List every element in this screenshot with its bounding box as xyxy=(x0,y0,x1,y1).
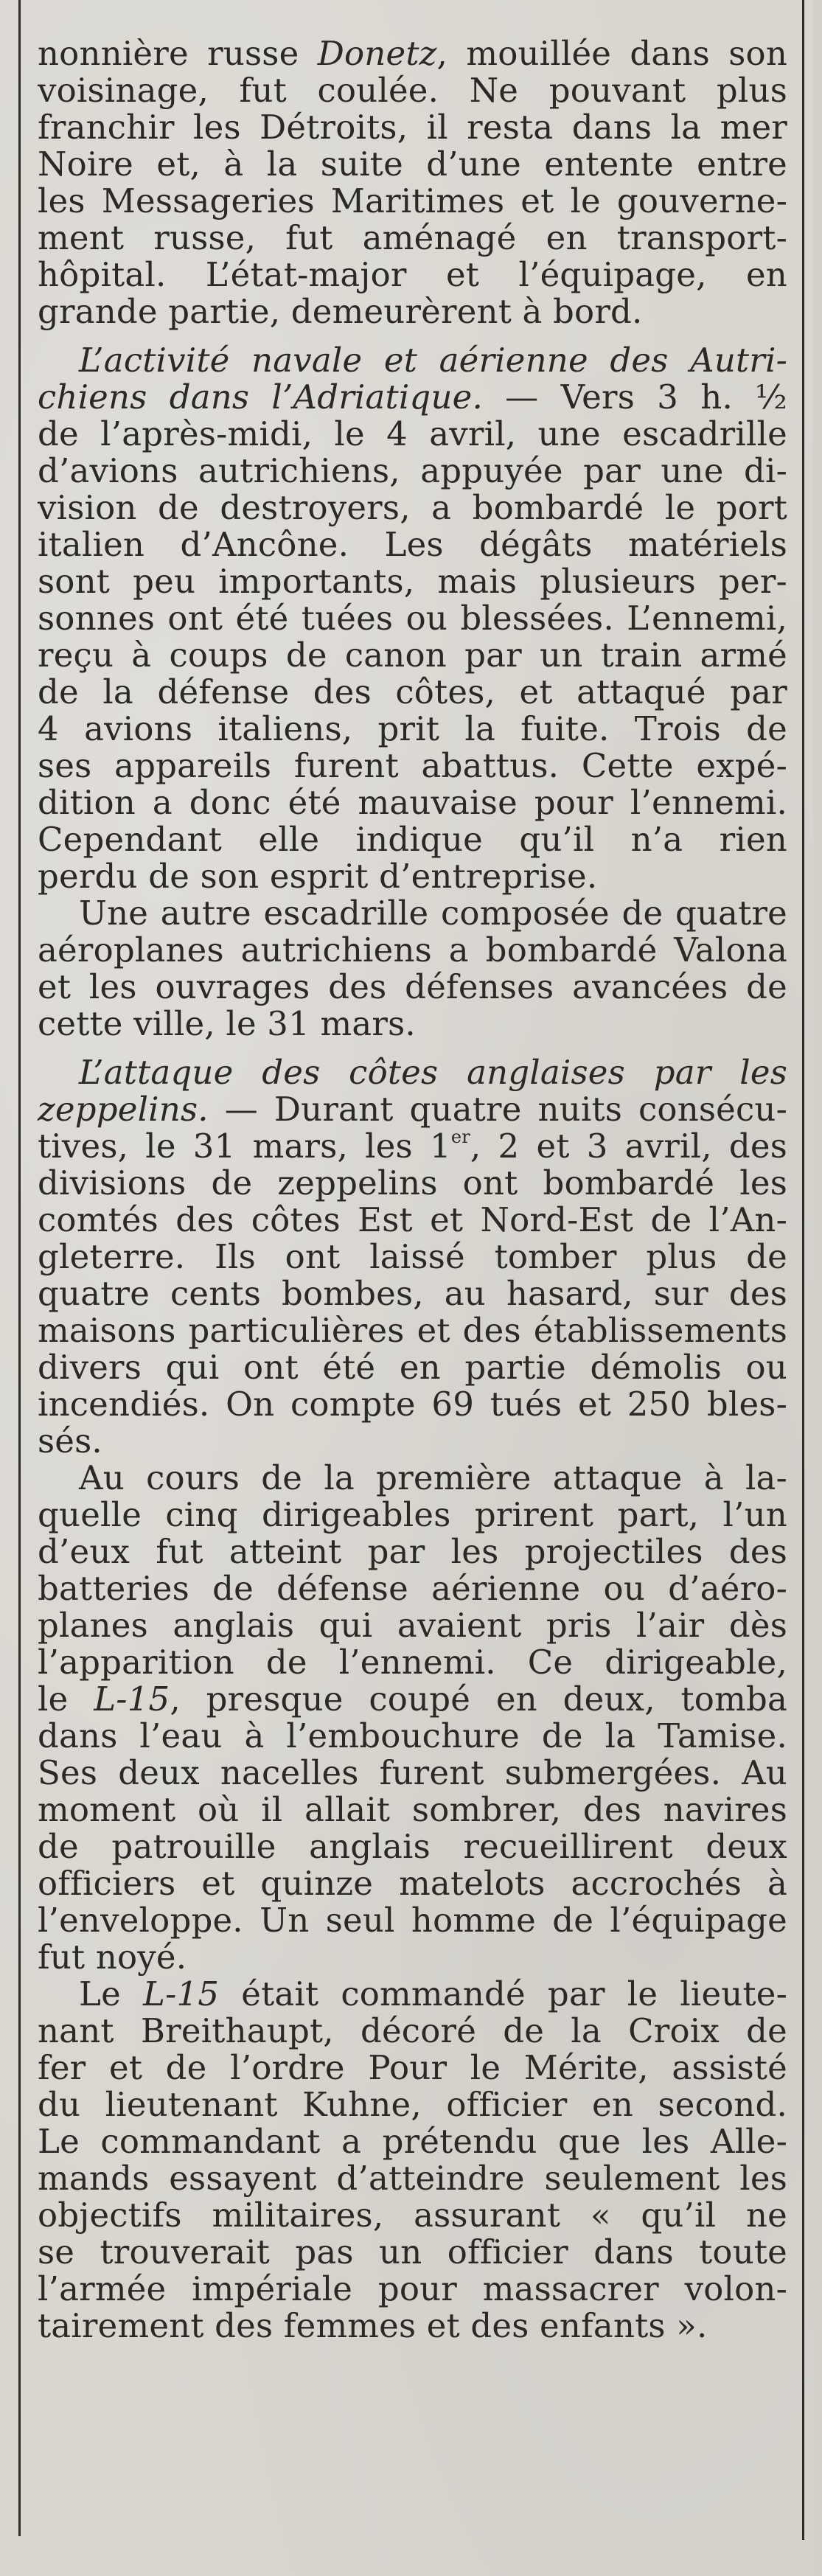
text-line xyxy=(38,1460,787,1497)
text-run: l’apparition de l’ennemi. Ce dirigeable, xyxy=(38,1643,787,1682)
text-run: voisinage, fut coulée. Ne pouvant plus xyxy=(38,71,787,110)
text-run: , mouillée dans son xyxy=(436,34,788,73)
text-run: — Vers 3 h. ½ xyxy=(482,377,787,417)
text-run: l’armée impériale pour massacrer volon- xyxy=(38,2269,787,2308)
text-line xyxy=(38,895,787,932)
text-run: , 2 et 3 avril, des xyxy=(470,1127,787,1166)
text-run: reçu à coups de canon par un train armé xyxy=(38,636,787,675)
text-line xyxy=(38,1497,787,1534)
text-run: ment russe, fut aménagé en transport- xyxy=(38,218,787,257)
text-run: incendiés. On compte 69 tués et 250 bles- xyxy=(38,1385,787,1424)
text-line xyxy=(38,1644,787,1681)
text-run: divers qui ont été en partie démolis ou xyxy=(38,1348,787,1387)
text-run: dition a donc été mauvaise pour l’ennemi. xyxy=(38,783,787,822)
italic-run: L’activité navale et aérienne des Autri- xyxy=(79,341,787,380)
column-rule-right xyxy=(802,0,804,2540)
text-line xyxy=(38,1091,787,1128)
text-run: planes anglais qui avaient pris l’air dès xyxy=(38,1606,787,1645)
text-run: maisons particulières et des établissements xyxy=(38,1311,787,1350)
text-line xyxy=(38,293,787,330)
text-run: quatre cents bombes, au hasard, sur des xyxy=(38,1274,787,1313)
text-line xyxy=(38,453,787,490)
text-run: aéroplanes autrichiens a bombardé Valona xyxy=(38,930,787,970)
page-edge xyxy=(813,0,822,2576)
text-line xyxy=(38,2086,787,2123)
text-run: de l’après-midi, le 4 avril, une escadrille xyxy=(38,414,787,453)
text-line xyxy=(38,35,787,72)
text-line xyxy=(38,1386,787,1423)
text-line xyxy=(38,1718,787,1755)
text-run: objectifs militaires, assurant « qu’il ne xyxy=(38,2196,787,2235)
text-run: Noire et, à la suite d’une entente entre xyxy=(38,145,787,184)
text-run: les Messageries Maritimes et le gouverne- xyxy=(38,181,787,220)
text-run: , presque coupé en deux, tomba xyxy=(170,1679,787,1719)
text-line xyxy=(38,784,787,821)
text-line xyxy=(38,1902,787,1939)
text-line xyxy=(38,2234,787,2271)
text-line xyxy=(38,1054,787,1091)
superscript: er xyxy=(450,1127,470,1147)
text-line xyxy=(38,1349,787,1386)
text-run: batteries de défense aérienne ou d’aéro- xyxy=(38,1569,787,1608)
text-line xyxy=(38,2197,787,2234)
text-run: Le commandant a prétendu que les Alle- xyxy=(38,2122,787,2161)
text-line xyxy=(38,1865,787,1902)
text-line xyxy=(38,1423,787,1460)
text-line xyxy=(38,72,787,109)
text-run: était commandé par le lieute- xyxy=(219,1974,787,2013)
text-run: mands essayent d’atteindre seulement les xyxy=(38,2159,787,2198)
text-line xyxy=(38,563,787,600)
article-paragraph xyxy=(38,1460,787,1976)
text-run: fer et de l’ordre Pour le Mérite, assisté xyxy=(38,2048,787,2087)
text-line xyxy=(38,600,787,637)
text-line xyxy=(38,257,787,293)
text-run: sonnes ont été tuées ou blessées. L’ennemi, xyxy=(38,599,787,638)
text-run: fut noyé. xyxy=(38,1938,187,1977)
text-run: le xyxy=(38,1679,94,1719)
text-line xyxy=(38,342,787,379)
text-run: — Durant quatre nuits consécu- xyxy=(208,1090,787,1129)
column-rule-left xyxy=(18,0,21,2536)
text-line xyxy=(38,379,787,416)
text-run: moment où il allait sombrer, des navires xyxy=(38,1790,787,1829)
text-line xyxy=(38,637,787,674)
text-run: nonnière russe xyxy=(38,34,318,73)
text-run: sont peu importants, mais plusieurs per- xyxy=(38,562,787,601)
text-line xyxy=(38,1006,787,1042)
text-run: 4 avions italiens, prit la fuite. Trois de xyxy=(38,709,787,748)
text-line xyxy=(38,2160,787,2197)
text-line xyxy=(38,1755,787,1792)
italic-run: Donetz xyxy=(317,34,437,73)
italic-run: L’attaque des côtes anglaises par les xyxy=(79,1053,787,1092)
text-line xyxy=(38,146,787,183)
text-line xyxy=(38,1239,787,1275)
article-section xyxy=(38,1054,787,1460)
text-run: l’enveloppe. Un seul homme de l’équipage xyxy=(38,1901,787,1940)
text-run: Le xyxy=(79,1974,144,2013)
article-section xyxy=(38,342,787,895)
text-run: hôpital. L’état-major et l’équipage, en xyxy=(38,255,787,294)
text-run: ses appareils furent abattus. Cette expé- xyxy=(38,746,787,785)
text-run: se trouverait pas un officier dans toute xyxy=(38,2232,787,2272)
text-line xyxy=(38,2013,787,2050)
text-line xyxy=(38,858,787,895)
text-run: Au cours de la première attaque à la- xyxy=(79,1458,787,1497)
text-run: gleterre. Ils ont laissé tomber plus de xyxy=(38,1237,787,1276)
text-run: sés. xyxy=(38,1421,102,1461)
text-line xyxy=(38,1976,787,2013)
text-line xyxy=(38,1275,787,1312)
text-line xyxy=(38,2123,787,2160)
text-line xyxy=(38,490,787,526)
text-run: cette ville, le 31 mars. xyxy=(38,1004,416,1043)
text-run: comtés des côtes Est et Nord-Est de l’An- xyxy=(38,1200,787,1239)
text-line xyxy=(38,183,787,220)
text-line xyxy=(38,711,787,748)
text-line xyxy=(38,1939,787,1976)
text-run: nant Breithaupt, décoré de la Croix de xyxy=(38,2011,787,2050)
text-run: vision de destroyers, a bombardé le port xyxy=(38,488,787,527)
article-paragraph xyxy=(38,1976,787,2344)
text-run: officiers et quinze matelots accrochés à xyxy=(38,1864,787,1903)
text-line xyxy=(38,1128,787,1165)
text-run: divisions de zeppelins ont bombardé les xyxy=(38,1163,787,1202)
text-line xyxy=(38,1165,787,1202)
text-line xyxy=(38,526,787,563)
text-line xyxy=(38,2050,787,2086)
italic-run: L-15 xyxy=(94,1679,170,1719)
text-line xyxy=(38,1607,787,1644)
text-line xyxy=(38,969,787,1006)
text-run: grande partie, demeurèrent à bord. xyxy=(38,292,643,331)
text-run: tairement des femmes et des enfants ». xyxy=(38,2306,708,2345)
text-run: franchir les Détroits, il resta dans la mer xyxy=(38,108,787,147)
text-line xyxy=(38,821,787,858)
text-line xyxy=(38,1202,787,1239)
article-paragraph xyxy=(38,35,787,330)
text-line xyxy=(38,1792,787,1828)
text-run: dans l’eau à l’embouchure de la Tamise. xyxy=(38,1716,787,1755)
text-run: Ses deux nacelles furent submergées. Au xyxy=(38,1753,787,1792)
text-run: de patrouille anglais recueillirent deux xyxy=(38,1827,787,1866)
text-line xyxy=(38,674,787,711)
text-line xyxy=(38,932,787,969)
text-run: d’eux fut atteint par les projectiles des xyxy=(38,1532,787,1571)
italic-run: L-15 xyxy=(143,1974,220,2013)
text-run: d’avions autrichiens, appuyée par une di- xyxy=(38,451,787,490)
text-line xyxy=(38,109,787,146)
text-line xyxy=(38,416,787,453)
text-run: et les ouvrages des défenses avancées de xyxy=(38,967,787,1006)
text-run: tives, le 31 mars, les 1 xyxy=(38,1127,451,1166)
text-line xyxy=(38,1534,787,1570)
text-run: du lieutenant Kuhne, officier en second. xyxy=(38,2085,787,2124)
text-line xyxy=(38,1681,787,1718)
text-line xyxy=(38,2271,787,2308)
article-paragraph xyxy=(38,895,787,1042)
text-run: Cependant elle indique qu’il n’a rien xyxy=(38,820,787,859)
text-line xyxy=(38,748,787,784)
text-run: quelle cinq dirigeables prirent part, l’un xyxy=(38,1495,787,1534)
text-line xyxy=(38,1828,787,1865)
article-column xyxy=(38,35,787,2344)
text-line xyxy=(38,1312,787,1349)
text-run: italien d’Ancône. Les dégâts matériels xyxy=(38,525,787,564)
text-line xyxy=(38,1570,787,1607)
italic-run: zeppelins. xyxy=(38,1090,209,1129)
text-run: perdu de son esprit d’entreprise. xyxy=(38,857,598,896)
italic-run: chiens dans l’Adriatique. xyxy=(38,377,483,417)
text-run: Une autre escadrille composée de quatre xyxy=(79,894,787,933)
text-line xyxy=(38,2308,787,2344)
text-run: de la défense des côtes, et attaqué par xyxy=(38,672,787,711)
text-line xyxy=(38,220,787,257)
